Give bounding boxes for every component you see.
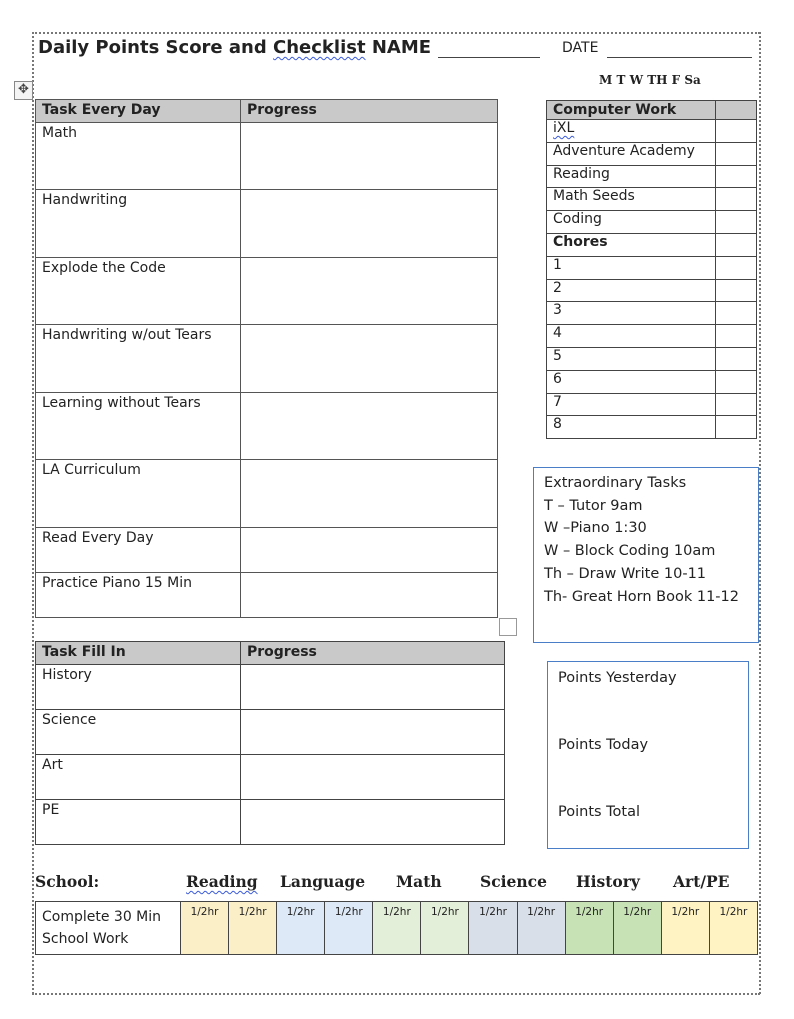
task-row: LA Curriculum [36, 460, 241, 528]
name-label: NAME [371, 37, 432, 58]
page-margin-right [759, 32, 761, 994]
check-cell[interactable] [716, 142, 757, 165]
date-label: DATE [562, 40, 599, 56]
check-cell[interactable] [716, 302, 757, 325]
progress-cell[interactable] [241, 190, 498, 258]
progress-cell[interactable] [241, 800, 505, 845]
fill-task-row: Art [36, 755, 241, 800]
check-cell[interactable] [716, 347, 757, 370]
progress-cell[interactable] [241, 393, 498, 460]
chore-item: 3 [547, 302, 716, 325]
weekday-row: M T W TH F Sa [599, 73, 701, 87]
extraordinary-tasks-box [533, 467, 759, 643]
computer-work-table [546, 100, 757, 439]
computer-item: Adventure Academy [547, 142, 716, 165]
check-cell[interactable] [716, 416, 757, 439]
check-cell[interactable] [716, 165, 757, 188]
chore-item: 2 [547, 279, 716, 302]
extraordinary-item: Th- Great Horn Book 11-12 [544, 588, 739, 605]
school-label: School: [35, 872, 100, 891]
half-hour-cell[interactable]: 1/2hr [181, 902, 229, 955]
chore-item: 5 [547, 347, 716, 370]
task-row: Handwriting w/out Tears [36, 325, 241, 393]
task-fill-in-table [35, 641, 505, 845]
computer-work-header: Computer Work [547, 101, 716, 120]
half-hour-cell[interactable]: 1/2hr [709, 902, 757, 955]
progress-cell[interactable] [241, 460, 498, 528]
check-cell[interactable] [716, 256, 757, 279]
fill-task-row: PE [36, 800, 241, 845]
chore-item: 6 [547, 370, 716, 393]
chore-item: 1 [547, 256, 716, 279]
check-cell[interactable] [716, 325, 757, 348]
progress-cell[interactable] [241, 325, 498, 393]
task-fill-in-header: Task Fill In [36, 642, 241, 665]
subject-language: Language [280, 872, 366, 891]
half-hour-cell[interactable]: 1/2hr [661, 902, 709, 955]
progress-cell[interactable] [241, 258, 498, 325]
task-row: Handwriting [36, 190, 241, 258]
chore-item: 8 [547, 416, 716, 439]
progress-cell[interactable] [241, 665, 505, 710]
half-hour-cell[interactable]: 1/2hr [373, 902, 421, 955]
table-resize-handle[interactable] [499, 618, 517, 636]
check-cell[interactable] [716, 370, 757, 393]
progress-cell[interactable] [241, 755, 505, 800]
task-every-day-table [35, 99, 498, 618]
progress-header: Progress [241, 642, 505, 665]
chore-item: 4 [547, 325, 716, 348]
fill-task-row: Science [36, 710, 241, 755]
progress-header: Progress [241, 100, 498, 123]
school-work-label: Complete 30 Min School Work [36, 902, 181, 955]
computer-item: Coding [547, 211, 716, 234]
check-cell[interactable] [716, 120, 757, 143]
half-hour-cell[interactable]: 1/2hr [229, 902, 277, 955]
chore-item: 7 [547, 393, 716, 416]
extraordinary-item: W –Piano 1:30 [544, 520, 647, 537]
half-hour-cell[interactable]: 1/2hr [421, 902, 469, 955]
page-margin-left [32, 32, 34, 994]
half-hour-cell[interactable]: 1/2hr [325, 902, 373, 955]
subject-science: Science [480, 872, 547, 891]
progress-cell[interactable] [241, 710, 505, 755]
extraordinary-item: W – Block Coding 10am [544, 543, 716, 560]
computer-work-check-header [716, 101, 757, 120]
progress-cell[interactable] [241, 528, 498, 573]
half-hour-cell[interactable]: 1/2hr [517, 902, 565, 955]
points-today-label: Points Today [558, 737, 649, 753]
check-cell[interactable] [716, 211, 757, 234]
fill-task-row: History [36, 665, 241, 710]
subject-reading: Reading [186, 872, 258, 891]
task-row: Explode the Code [36, 258, 241, 325]
chores-header: Chores [547, 233, 716, 256]
task-row: Practice Piano 15 Min [36, 573, 241, 618]
extraordinary-item: Th – Draw Write 10-11 [544, 565, 707, 582]
date-line [607, 57, 752, 58]
half-hour-cell[interactable]: 1/2hr [277, 902, 325, 955]
task-row: Learning without Tears [36, 393, 241, 460]
page-title: Daily Points Score and Checklist NAME [38, 37, 432, 58]
half-hour-cell[interactable]: 1/2hr [613, 902, 661, 955]
task-row: Math [36, 123, 241, 190]
progress-cell[interactable] [241, 123, 498, 190]
page-margin-bottom [32, 993, 760, 995]
table-move-handle-icon[interactable]: ✥ [14, 81, 33, 100]
subject-art-pe: Art/PE [673, 872, 730, 891]
name-line [438, 57, 540, 58]
page-margin-top [32, 32, 760, 34]
check-cell[interactable] [716, 279, 757, 302]
task-row: Read Every Day [36, 528, 241, 573]
check-cell[interactable] [716, 233, 757, 256]
check-cell[interactable] [716, 393, 757, 416]
points-yesterday-label: Points Yesterday [558, 670, 677, 686]
school-work-table [35, 901, 758, 955]
half-hour-cell[interactable]: 1/2hr [565, 902, 613, 955]
half-hour-cell[interactable]: 1/2hr [469, 902, 517, 955]
subject-history: History [576, 872, 640, 891]
check-cell[interactable] [716, 188, 757, 211]
points-box [547, 661, 749, 849]
extraordinary-item: T – Tutor 9am [544, 497, 643, 514]
progress-cell[interactable] [241, 573, 498, 618]
computer-item: iXL [553, 120, 575, 136]
task-every-day-header: Task Every Day [36, 100, 241, 123]
computer-item: Reading [547, 165, 716, 188]
points-total-label: Points Total [558, 804, 641, 820]
subject-math: Math [396, 872, 442, 891]
extraordinary-title: Extraordinary Tasks [544, 475, 687, 491]
computer-item: Math Seeds [547, 188, 716, 211]
